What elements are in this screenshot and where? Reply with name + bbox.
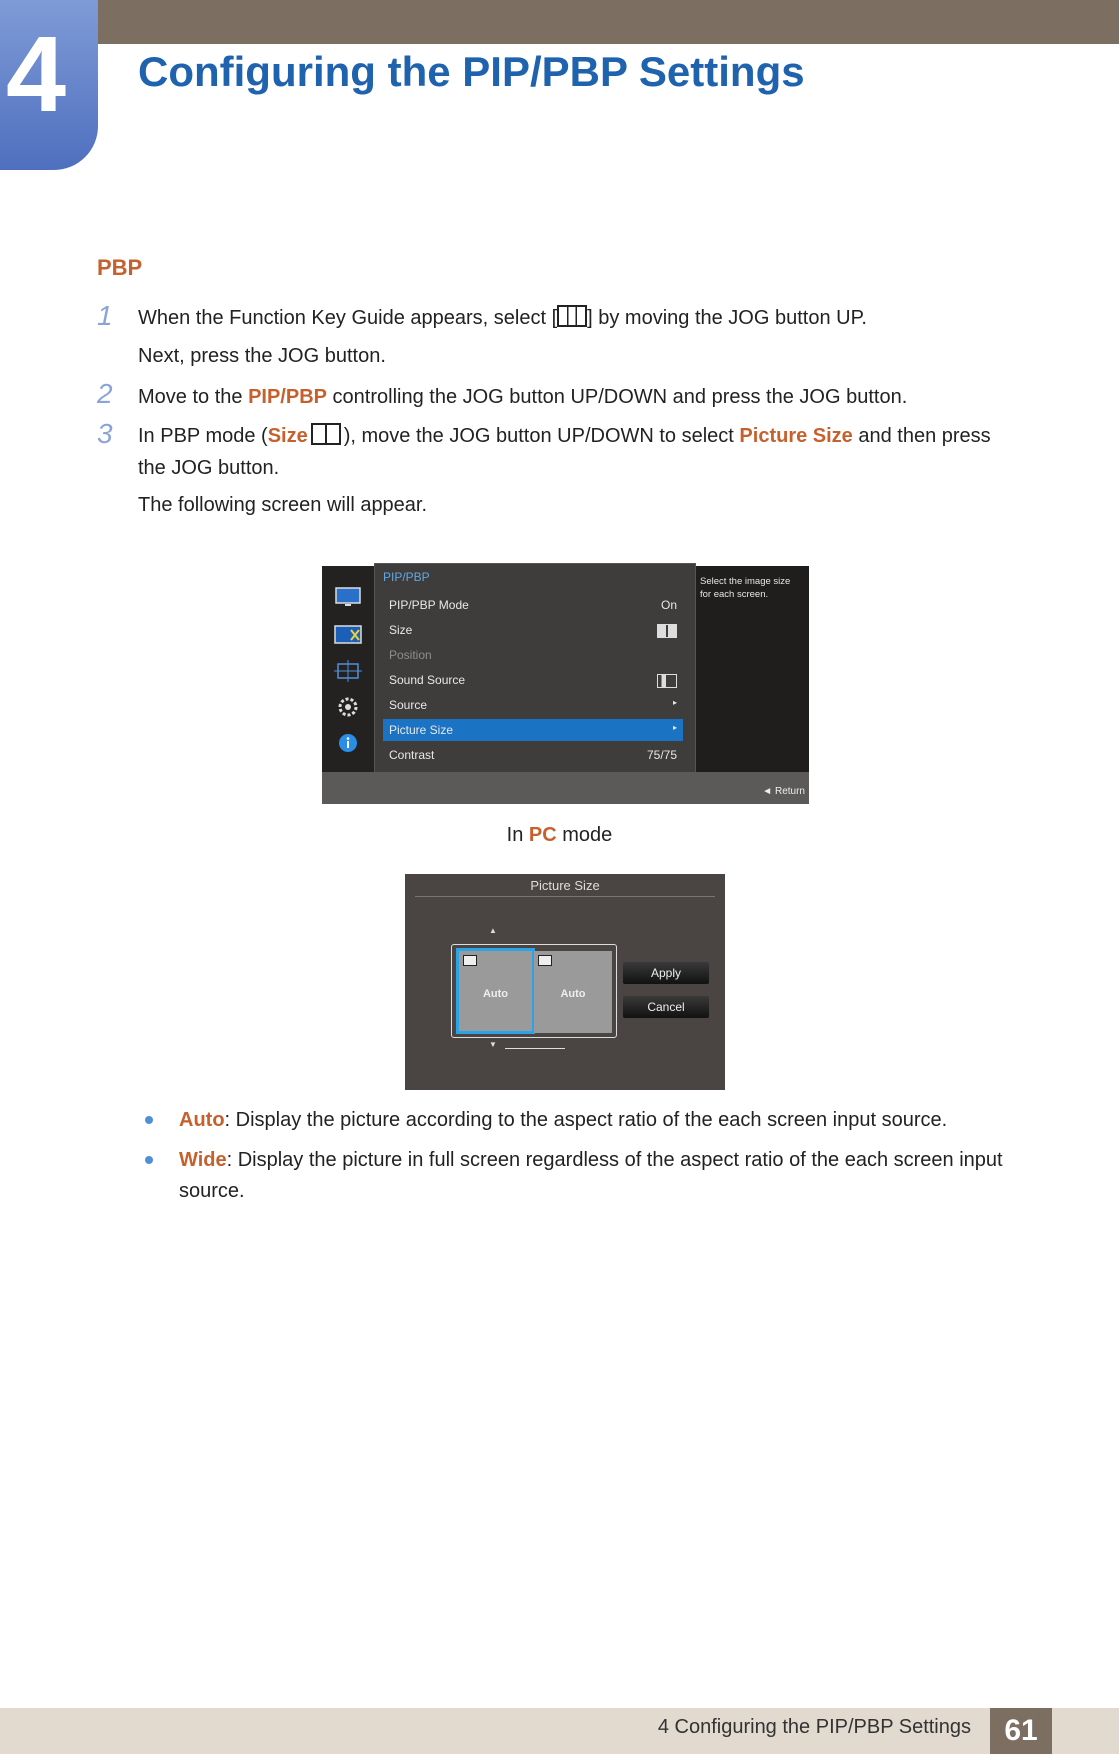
- step-1-text: [138, 302, 867, 334]
- step-2-after: controlling the JOG button UP/DOWN and press the JOG button.: [326, 386, 908, 408]
- right-screen-label: Auto: [560, 988, 586, 1000]
- step-1-after: ] by moving the JOG button UP.: [587, 307, 867, 329]
- osd-row-value: On: [660, 598, 677, 612]
- osd-menu-screenshot: [322, 566, 809, 804]
- arrow-down-icon[interactable]: ▼: [489, 1040, 497, 1049]
- step-2-text: [138, 381, 907, 413]
- return-button[interactable]: ◄ Return: [762, 786, 805, 797]
- step-3-after: and then press: [852, 425, 991, 447]
- osd-row-value: 75/75: [646, 748, 677, 762]
- chapter-title: Configuring the PIP/PBP Settings: [138, 48, 805, 95]
- osd-row-label: Size: [389, 623, 413, 637]
- chapter-number: 4: [6, 13, 67, 134]
- step-number: 2: [97, 378, 113, 409]
- step-3-middle: ), move the JOG button UP/DOWN to select: [343, 425, 740, 447]
- osd-row-label: Source: [389, 698, 428, 712]
- caption-after: mode: [556, 824, 613, 846]
- arrow-right-icon: ▸: [672, 723, 677, 732]
- footer-text: 4 Configuring the PIP/PBP Settings: [657, 1716, 971, 1738]
- step-number: 1: [97, 300, 113, 331]
- osd-pip-pbp-panel: [374, 563, 696, 780]
- pbp-size-icon: [311, 423, 341, 445]
- section-title: PBP: [97, 255, 143, 280]
- cancel-button[interactable]: Cancel: [623, 996, 709, 1018]
- arrow-up-icon[interactable]: ▲: [489, 926, 497, 935]
- step-3-before: In PBP mode (: [138, 425, 268, 447]
- bullet-icon: [145, 1156, 153, 1164]
- picture-icon: [334, 586, 362, 608]
- step-2-highlight: PIP/PBP: [248, 386, 327, 408]
- right-screen[interactable]: [534, 951, 612, 1033]
- osd-help-text: Select the image size for each screen.: [700, 576, 791, 600]
- bullet-wide-line2: source.: [179, 1180, 245, 1202]
- bullet-wide: [179, 1144, 1003, 1176]
- osd-row-contrast[interactable]: [383, 744, 683, 766]
- bullet-term: Wide: [179, 1149, 227, 1171]
- step-3-size: Size: [267, 425, 308, 447]
- step-3-line2: the JOG button.: [138, 457, 280, 479]
- monitor-stand: [505, 1036, 565, 1049]
- bullet-term: Auto: [179, 1109, 225, 1131]
- osd-row-sound-source[interactable]: [383, 669, 683, 691]
- arrow-right-icon: ▸: [672, 698, 677, 707]
- osd-row-label: Sound Source: [389, 673, 466, 687]
- step-1-before: When the Function Key Guide appears, select [: [138, 307, 558, 329]
- caption-highlight: PC: [528, 824, 557, 846]
- left-screen[interactable]: [456, 948, 535, 1034]
- info-icon: [334, 732, 362, 754]
- osd-row-pip-pbp-mode[interactable]: [383, 594, 683, 616]
- screen-indicator-icon: [538, 955, 552, 966]
- sound-source-mini-icon: [657, 673, 677, 688]
- osd-row-source[interactable]: [383, 694, 683, 716]
- bullet-text: : Display the picture according to the aspect ratio of the each screen input source.: [224, 1109, 948, 1131]
- left-screen-label: Auto: [482, 988, 509, 1000]
- page-number: 61: [990, 1708, 1052, 1754]
- screenshot-caption: [0, 824, 1119, 847]
- step-3-highlight: Picture Size: [739, 425, 853, 447]
- osd-sidebar: [322, 566, 374, 772]
- monitor-preview: [451, 944, 617, 1038]
- bullet-auto: [179, 1104, 947, 1136]
- osd-row-label: PIP/PBP Mode: [389, 598, 469, 612]
- osd-row-label: Contrast: [389, 748, 435, 762]
- color-icon: [334, 624, 362, 646]
- chapter-number-tab: [0, 0, 98, 170]
- osd-panel-title: PIP/PBP: [383, 570, 430, 584]
- osd-row-position: [383, 644, 683, 666]
- bullet-text: : Display the picture in full screen regardless of the aspect ratio of the each screen input: [226, 1149, 1003, 1171]
- step-3-text: [138, 420, 991, 452]
- osd-row-label: Picture Size: [389, 723, 454, 737]
- divider: [415, 896, 715, 897]
- caption-before: In: [506, 824, 529, 846]
- osd-row-size[interactable]: [383, 619, 683, 641]
- picture-size-title: Picture Size: [530, 878, 600, 893]
- pip-pbp-icon: [557, 305, 587, 327]
- step-3-line3: The following screen will appear.: [138, 494, 428, 516]
- top-bar: [0, 0, 1119, 44]
- pbp-size-mini-icon: [657, 623, 677, 638]
- step-2-before: Move to the: [138, 386, 249, 408]
- step-number: 3: [97, 418, 113, 449]
- bullet-icon: [145, 1116, 153, 1124]
- gear-icon: [334, 696, 362, 718]
- osd-bottom-bar: [322, 772, 809, 804]
- screen-indicator-icon: [463, 955, 477, 966]
- osd-row-picture-size[interactable]: [383, 719, 683, 741]
- apply-button[interactable]: Apply: [623, 962, 709, 984]
- picture-size-screenshot: [405, 874, 725, 1090]
- step-1-line2: Next, press the JOG button.: [138, 345, 386, 367]
- osd-row-label: Position: [389, 648, 432, 662]
- size-position-icon: [334, 660, 362, 682]
